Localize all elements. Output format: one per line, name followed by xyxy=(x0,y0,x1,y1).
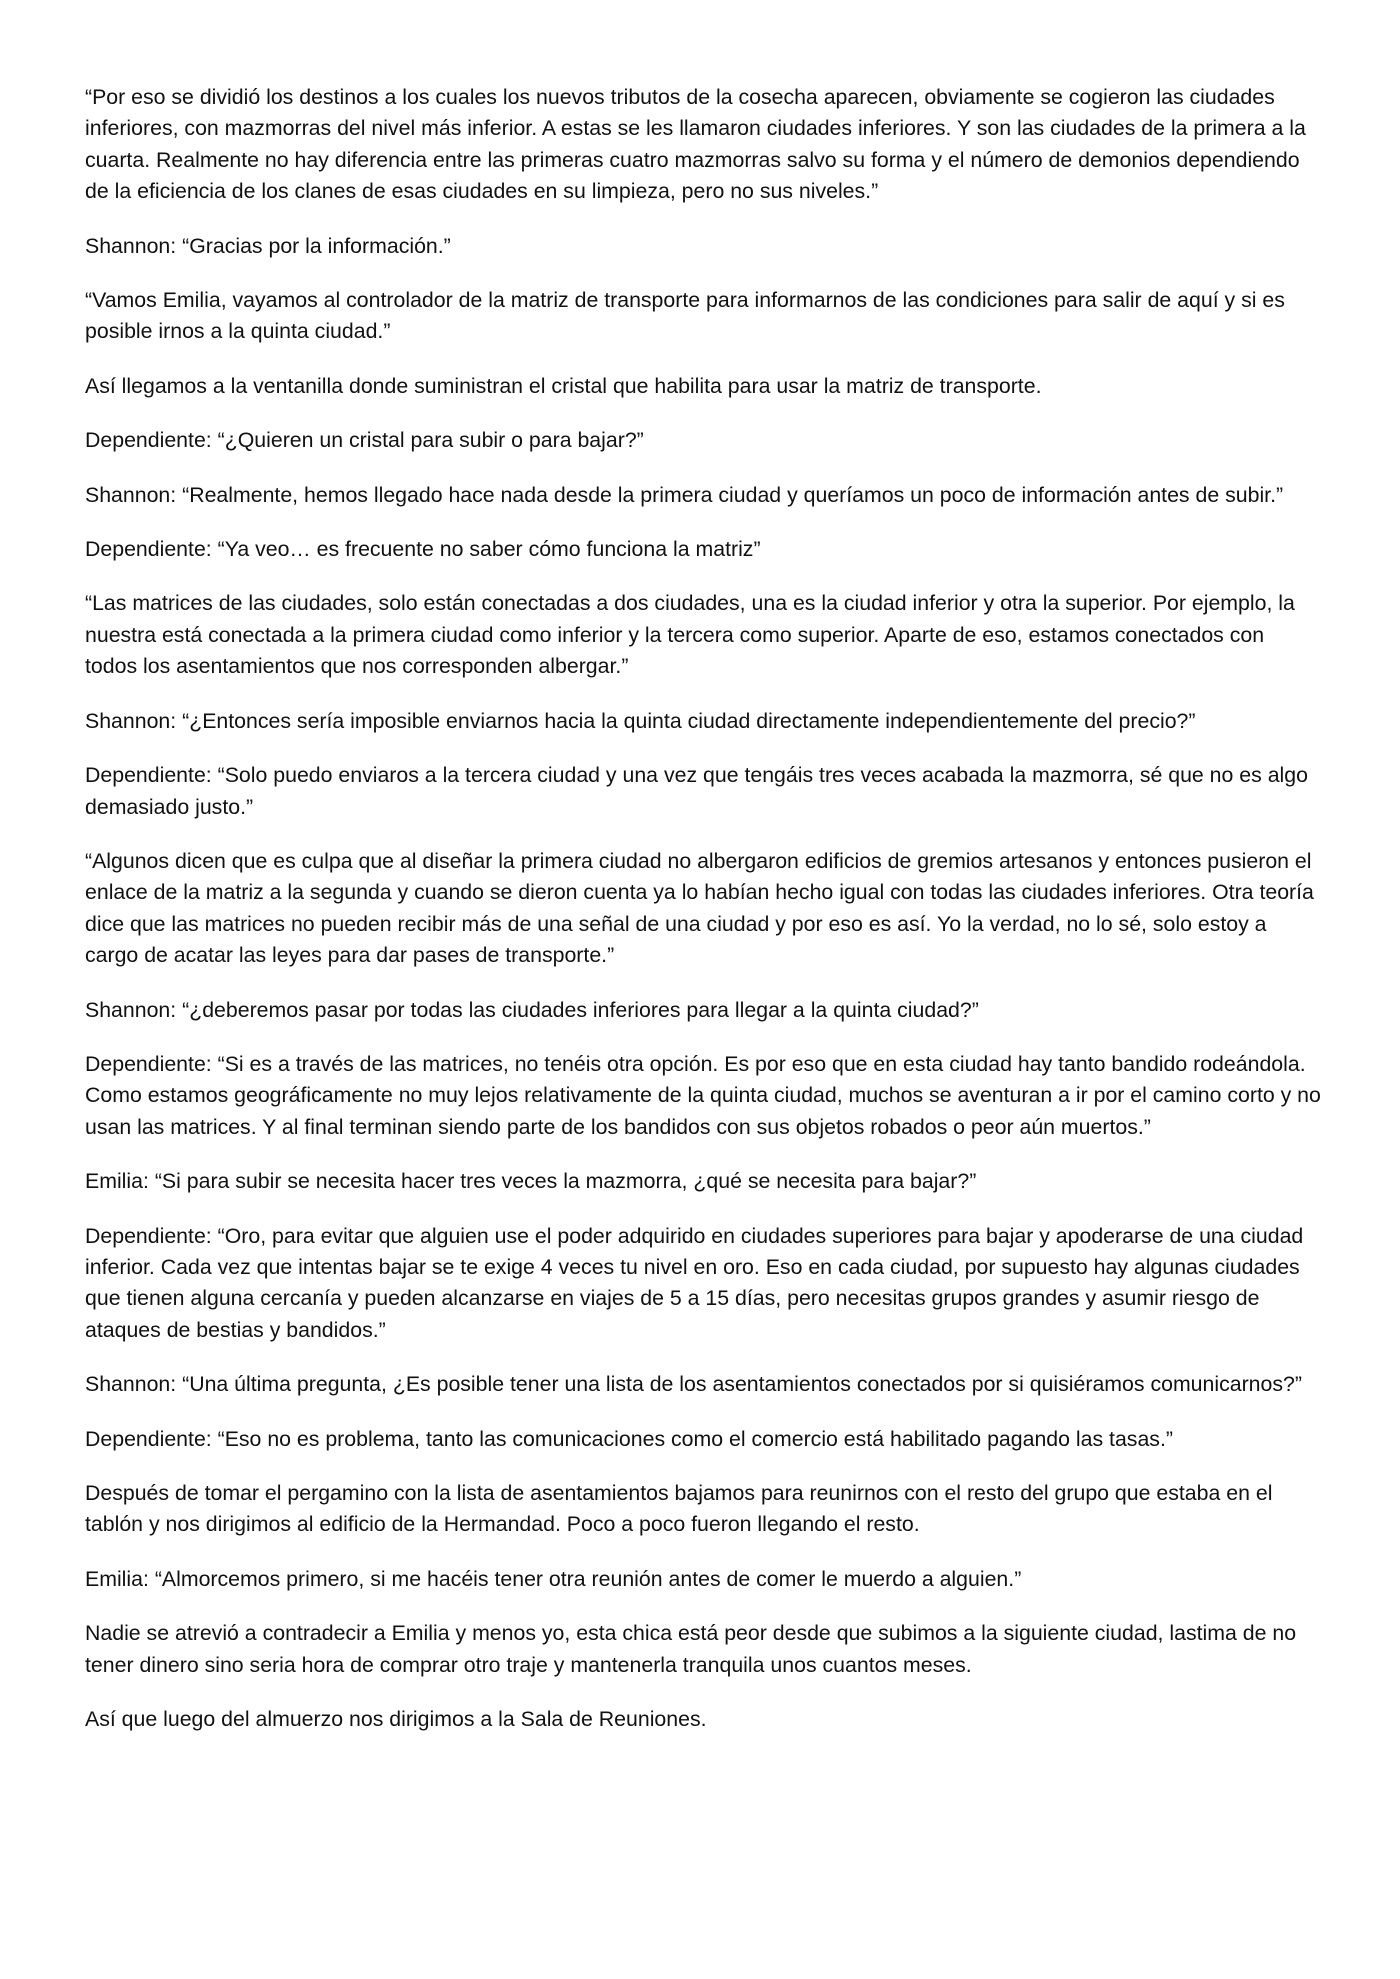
paragraph-2: Shannon: “Gracias por la información.” xyxy=(85,233,451,258)
paragraph-4: Así llegamos a la ventanilla donde suministran el cristal que habilita para usar la matriz de transporte. xyxy=(85,373,1042,398)
paragraph-16: Shannon: “Una última pregunta, ¿Es posible tener una lista de los asentamientos conectados por si quisiéramos comunicarnos?” xyxy=(85,1372,1302,1397)
paragraph-18: Después de tomar el pergamino con la lista de asentamientos bajamos para reunirnos con el resto del grupo que estaba en el tablón y nos dirigimos al edificio de la Hermandad. Poco a poco fueron llegando el resto. xyxy=(85,1481,1273,1537)
paragraph-8: “Las matrices de las ciudades, solo están conectadas a dos ciudades, una es la ciudad inferior y otra la superior. Por ejemplo, la nuestra está conectada a la primera ciudad como inferior y la tercera como superior. Aparte de eso, estamos conectados con todos los asentamientos que nos corresponden albergar.” xyxy=(85,591,1295,679)
paragraph-13: Dependiente: “Si es a través de las matrices, no tenéis otra opción. Es por eso que en esta ciudad hay tanto bandido rodeándola. Como estamos geográficamente no muy lejos relativamente de la quinta ciudad, muchos se aventuran a ir por el camino corto y no usan las matrices. Y al final terminan siendo parte de los bandidos con sus objetos robados o peor aún muertos.” xyxy=(85,1051,1321,1139)
paragraph-10: Dependiente: “Solo puedo enviaros a la tercera ciudad y una vez que tengáis tres veces acabada la mazmorra, sé que no es algo demasiado justo.” xyxy=(85,763,1308,819)
paragraph-7: Dependiente: “Ya veo… es frecuente no saber cómo funciona la matriz” xyxy=(85,537,761,562)
paragraph-5: Dependiente: “¿Quieren un cristal para subir o para bajar?” xyxy=(85,428,644,453)
paragraph-1: “Por eso se dividió los destinos a los cuales los nuevos tributos de la cosecha aparecen, obviamente se cogieron las ciudades inferiores, con mazmorras del nivel más inferior. A estas se les llamaron ciudades inferiores. Y son las ciudades de la primera a la cuarta. Realmente no hay diferencia entre las primeras cuatro mazmorras salvo su forma y el número de demonios dependiendo de la eficiencia de los clanes de esas ciudades en su limpieza, pero no sus niveles.” xyxy=(85,85,1306,204)
paragraph-17: Dependiente: “Eso no es problema, tanto las comunicaciones como el comercio está habilitado pagando las tasas.” xyxy=(85,1426,1173,1451)
paragraph-6: Shannon: “Realmente, hemos llegado hace nada desde la primera ciudad y queríamos un poco de información antes de subir.” xyxy=(85,482,1284,507)
paragraph-12: Shannon: “¿deberemos pasar por todas las ciudades inferiores para llegar a la quinta ciudad?” xyxy=(85,997,979,1022)
paragraph-9: Shannon: “¿Entonces sería imposible enviarnos hacia la quinta ciudad directamente independientemente del precio?” xyxy=(85,708,1196,733)
paragraph-19: Emilia: “Almorcemos primero, si me hacéis tener otra reunión antes de comer le muerdo a alguien.” xyxy=(85,1566,1022,1591)
paragraph-15: Dependiente: “Oro, para evitar que alguien use el poder adquirido en ciudades superiores para bajar y apoderarse de una ciudad inferior. Cada vez que intentas bajar se te exige 4 veces tu nivel en oro. Eso en cada ciudad, por supuesto hay algunas ciudades que tienen alguna cercanía y pueden alcanzarse en viajes de 5 a 15 días, pero necesitas grupos grandes y asumir riesgo de ataques de bestias y bandidos.” xyxy=(85,1223,1304,1342)
paragraph-14: Emilia: “Si para subir se necesita hacer tres veces la mazmorra, ¿qué se necesita para bajar?” xyxy=(85,1169,977,1194)
paragraph-11: “Algunos dicen que es culpa que al diseñar la primera ciudad no albergaron edificios de gremios artesanos y entonces pusieron el enlace de la matriz a la segunda y cuando se dieron cuenta ya lo habían hecho igual con todas las ciudades inferiores. Otra teoría dice que las matrices no pueden recibir más de una señal de una ciudad y por eso es así. Yo la verdad, no lo sé, solo estoy a cargo de acatar las leyes para dar pases de transporte.” xyxy=(85,848,1314,968)
paragraph-20: Nadie se atrevió a contradecir a Emilia y menos yo, esta chica está peor desde que subimos a la siguiente ciudad, lastima de no tener dinero sino seria hora de comprar otro traje y mantenerla tranquila unos cuantos meses. xyxy=(85,1621,1297,1677)
paragraph-3: “Vamos Emilia, vayamos al controlador de la matriz de transporte para informarnos de las condiciones para salir de aquí y si es posible irnos a la quinta ciudad.” xyxy=(85,288,1285,344)
document-page xyxy=(85,82,1321,1758)
paragraph-21: Así que luego del almuerzo nos dirigimos a la Sala de Reuniones. xyxy=(85,1707,707,1732)
